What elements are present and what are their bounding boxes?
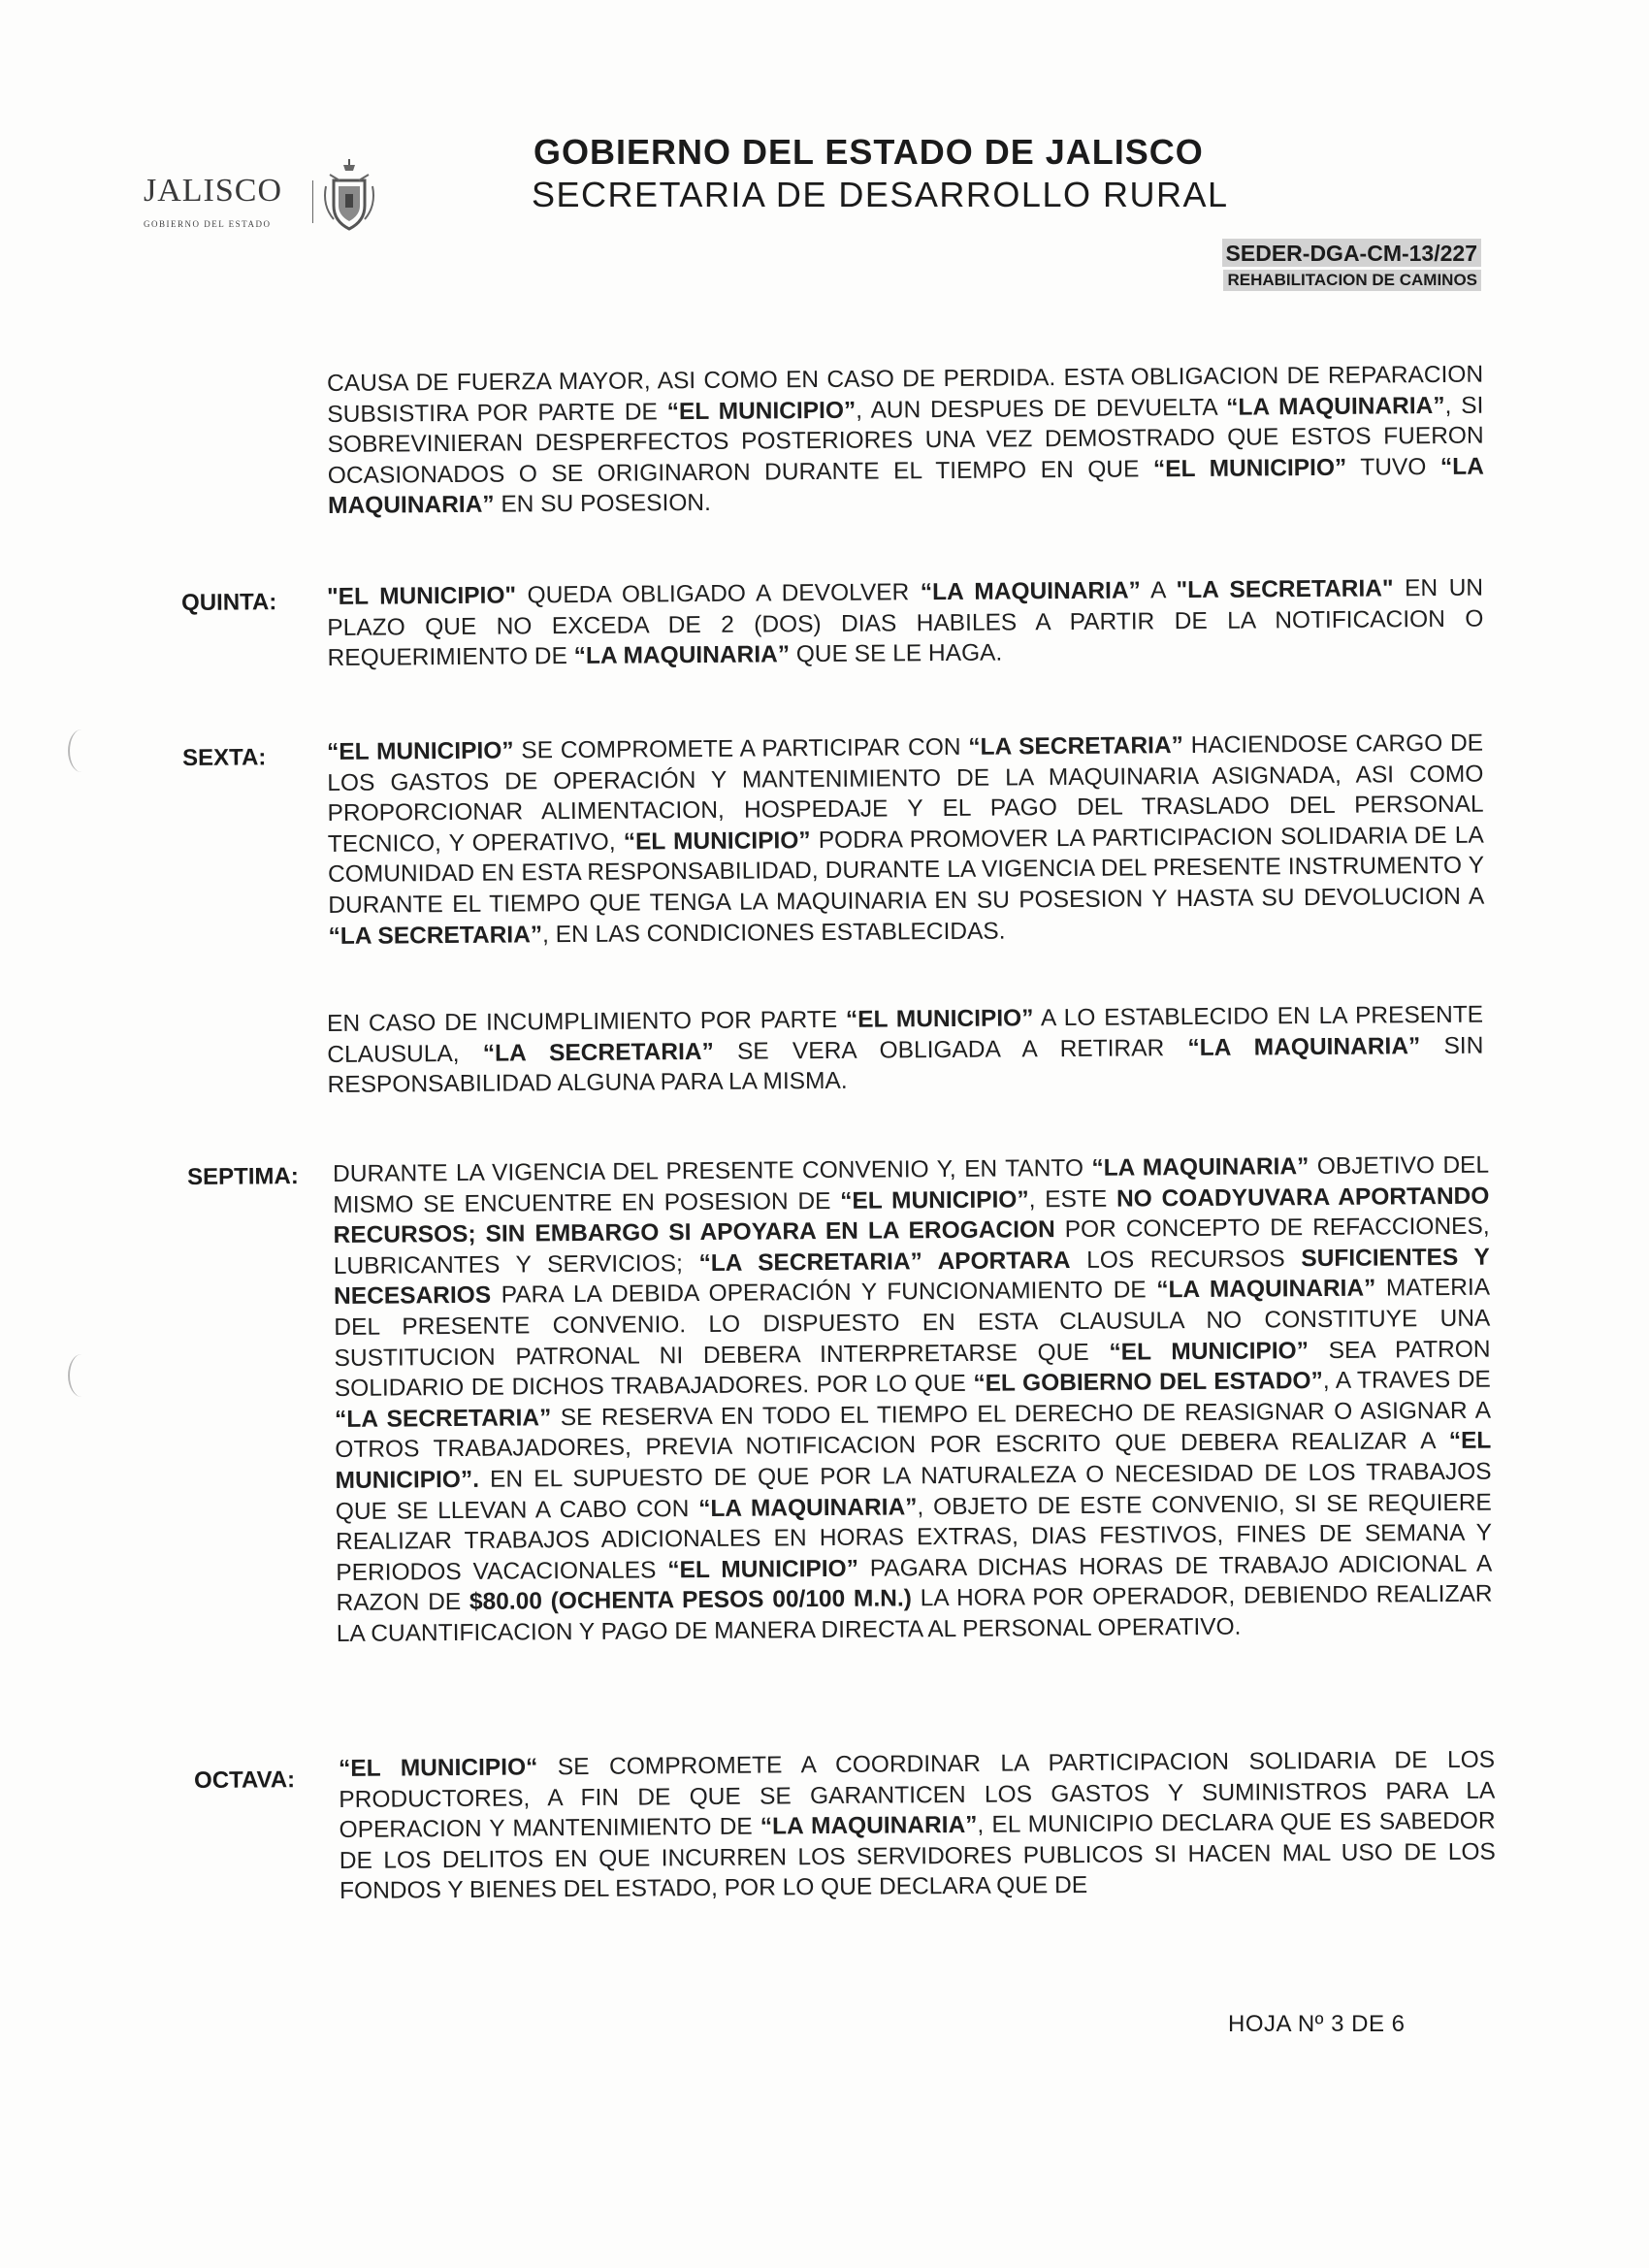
clause-octava-text: “EL MUNICIPIO“ SE COMPROMETE A COORDINAR LA PARTICIPACION SOLIDARIA DE LOS PRODUCTORES, A FIN DE QUE SE GARANTICEN LOS GASTOS Y SUMINISTROS PARA LA OPERACION Y MANTENIMIENTO DE “LA MAQUINARIA”, EL MUNICIPIO DECLARA QUE ES SABEDOR DE LOS DELITOS EN QUE INCURREN LOS SERVIDORES PUBLICOS SI HACEN MAL USO DE LOS FONDOS Y BIENES DEL ESTADO, POR LO QUE DECLARA QUE DE <box>339 1746 1496 1905</box>
continuation-paragraph: CAUSA DE FUERZA MAYOR, ASI COMO EN CASO DE PERDIDA. ESTA OBLIGACION DE REPARACION SUBSISTIRA POR PARTE DE “EL MUNICIPIO”, AUN DESPUES DE DEVUELTA “LA MAQUINARIA”, SI SOBREVINIERAN DESPERFECTOS POSTERIORES UNA VEZ DEMOSTRADO QUE ESTOS FUERON OCASIONADOS O SE ORIGINARON DURANTE EL TIEMPO EN QUE “EL MUNICIPIO” TUVO “LA MAQUINARIA” EN SU POSESION. <box>327 361 1484 520</box>
page-number: HOJA Nº 3 DE 6 <box>1228 2011 1406 2037</box>
jalisco-logo <box>136 157 388 235</box>
logo-wordmark: JALISCO <box>144 173 283 209</box>
punch-hole-mark <box>68 1354 95 1397</box>
clause-quinta-text: "EL MUNICIPIO" QUEDA OBLIGADO A DEVOLVER “LA MAQUINARIA” A "LA SECRETARIA" EN UN PLAZO QUE NO EXCEDA DE 2 (DOS) DIAS HABILES A PARTIR DE LA NOTIFICACION O REQUERIMIENTO DE “LA MAQUINARIA” QUE SE LE HAGA. <box>327 574 1484 672</box>
clause-septima-text: DURANTE LA VIGENCIA DEL PRESENTE CONVENIO Y, EN TANTO “LA MAQUINARIA” OBJETIVO DEL MISMO SE ENCUENTRE EN POSESION DE “EL MUNICIPIO”, ESTE NO COADYUVARA APORTANDO RECURSOS; SIN EMBARGO SI APOYARA EN LA EROGACION POR CONCEPTO DE REFACCIONES, LUBRICANTES Y SERVICIOS; “LA SECRETARIA” APORTARA LOS RECURSOS SUFICIENTES Y NECESARIOS PARA LA DEBIDA OPERACIÓN Y FUNCIONAMIENTO DE “LA MAQUINARIA” MATERIA DEL PRESENTE CONVENIO. LO DISPUESTO EN ESTA CLAUSULA NO CONSTITUYE UNA SUSTITUCION PATRONAL NI DEBERA INTERPRETARSE QUE “EL MUNICIPIO” SEA PATRON SOLIDARIO DE DICHOS TRABAJADORES. POR LO QUE “EL GOBIERNO DEL ESTADO”, A TRAVES DE “LA SECRETARIA” SE RESERVA EN TODO EL TIEMPO EL DERECHO DE REASIGNAR O ASIGNAR A OTROS TRABAJADORES, PREVIA NOTIFICACION POR ESCRITO QUE DEBERA REALIZAR A “EL MUNICIPIO”. EN EL SUPUESTO DE QUE POR LA NATURALEZA O NECESIDAD DE LOS TRABAJOS QUE SE LLEVAN A CABO CON “LA MAQUINARIA”, OBJETO DE ESTE CONVENIO, SI SE REQUIERE REALIZAR TRABAJOS ADICIONALES EN HORAS EXTRAS, DIAS FESTIVOS, FINES DE SEMANA Y PERIODOS VACACIONALES “EL MUNICIPIO” PAGARA DICHAS HORAS DE TRABAJO ADICIONAL A RAZON DE $80.00 (OCHENTA PESOS 00/100 M.N.) LA HORA POR OPERADOR, DEBIENDO REALIZAR LA CUANTIFICACION Y PAGO DE MANERA DIRECTA AL PERSONAL OPERATIVO. <box>333 1151 1493 1647</box>
document-reference-code: SEDER-DGA-CM-13/227 <box>1222 239 1481 267</box>
punch-hole-mark <box>68 729 95 772</box>
clause-sexta-text: “EL MUNICIPIO” SE COMPROMETE A PARTICIPAR CON “LA SECRETARIA” HACIENDOSE CARGO DE LOS GASTOS DE OPERACIÓN Y MANTENIMIENTO DE LA MAQUINARIA ASIGNADA, ASI COMO PROPORCIONAR ALIMENTACION, HOSPEDAJE Y EL PAGO DEL TRASLADO DEL PERSONAL TECNICO, Y OPERATIVO, “EL MUNICIPIO” PODRA PROMOVER LA PARTICIPACION SOLIDARIA DE LA COMUNIDAD EN ESTA RESPONSABILIDAD, DURANTE LA VIGENCIA DEL PRESENTE INSTRUMENTO Y DURANTE EL TIEMPO QUE TENGA LA MAQUINARIA EN SU POSESION Y HASTA SU DEVOLUCION A “LA SECRETARIA”, EN LAS CONDICIONES ESTABLECIDAS. <box>327 729 1485 950</box>
government-title: GOBIERNO DEL ESTADO DE JALISCO <box>534 132 1204 172</box>
clause-label-septima: SEPTIMA: <box>187 1163 299 1190</box>
clause-label-octava: OCTAVA: <box>194 1766 296 1794</box>
logo-divider <box>312 180 313 223</box>
logo-subtitle: GOBIERNO DEL ESTADO <box>144 219 272 229</box>
clause-sexta-second-paragraph: EN CASO DE INCUMPLIMIENTO POR PARTE “EL MUNICIPIO” A LO ESTABLECIDO EN LA PRESENTE CLAUSULA, “LA SECRETARIA” SE VERA OBLIGADA A RETIRAR “LA MAQUINARIA” SIN RESPONSABILIDAD ALGUNA PARA LA MISMA. <box>327 1001 1484 1099</box>
clause-label-sexta: SEXTA: <box>182 744 267 771</box>
document-reference-subject: REHABILITACION DE CAMINOS <box>1223 270 1481 291</box>
clause-label-quinta: QUINTA: <box>181 589 277 616</box>
secretariat-subtitle: SECRETARIA DE DESARROLLO RURAL <box>532 175 1229 214</box>
coat-of-arms-icon <box>320 157 378 235</box>
